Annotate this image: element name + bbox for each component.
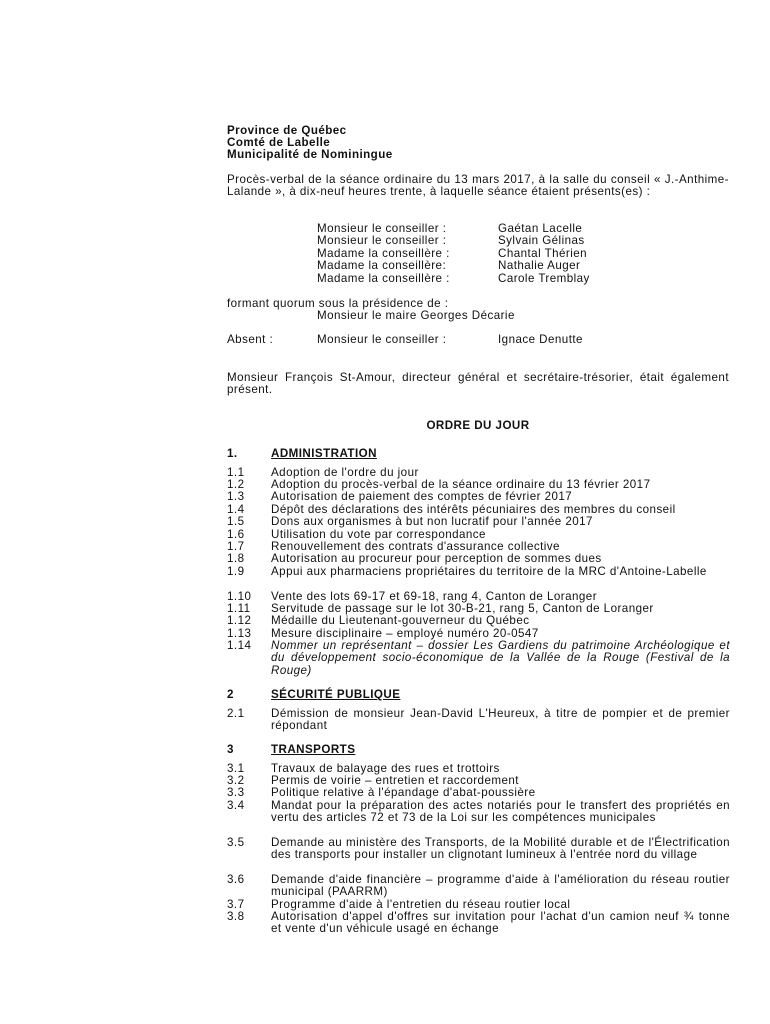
item-number: 1.12 <box>227 614 252 627</box>
agenda-item: Programme d'aide à l'entretien du réseau routier local <box>271 898 571 911</box>
agenda-item: Dons aux organismes à but non lucratif pour l'année 2017 <box>271 515 593 528</box>
item-number: 1.14 <box>227 639 252 652</box>
item-number: 1.3 <box>227 490 245 503</box>
item-number: 2.1 <box>227 707 245 720</box>
attendee-name: Nathalie Auger <box>498 259 581 272</box>
agenda-item: Politique relative à l'épandage d'abat-poussière <box>271 786 536 799</box>
item-number: 3.1 <box>227 762 245 775</box>
attendee-role: Monsieur le conseiller : <box>317 222 447 235</box>
agenda-title: ORDRE DU JOUR <box>426 419 530 432</box>
item-number: 3.7 <box>227 898 245 911</box>
agenda-item: Dépôt des déclarations des intérêts pécuniaires des membres du conseil <box>271 503 676 516</box>
agenda-item: Vente des lots 69-17 et 69-18, rang 4, Canton de Loranger <box>271 590 598 603</box>
item-number: 1.7 <box>227 540 245 553</box>
agenda-item: Adoption du procès-verbal de la séance ordinaire du 13 février 2017 <box>271 478 651 491</box>
item-number: 3.8 <box>227 910 245 923</box>
item-number: 1.10 <box>227 590 252 603</box>
agenda-item: Demande au ministère des Transports, de la Mobilité durable et de l'Électrification des transports pour installer un clignotant lumineux à l'entrée nord du village <box>271 836 730 862</box>
item-number: 3.6 <box>227 873 245 886</box>
agenda-item: Renouvellement des contrats d'assurance collective <box>271 540 560 553</box>
item-number: 3.4 <box>227 799 245 812</box>
absent-label: Absent : <box>227 333 274 346</box>
item-number: 1.6 <box>227 528 245 541</box>
section-number: 3 <box>227 743 234 756</box>
item-number: 3.2 <box>227 774 245 787</box>
item-number: 3.5 <box>227 836 245 849</box>
section-number: 2 <box>227 688 234 701</box>
quorum-text: formant quorum sous la présidence de : <box>227 297 449 310</box>
absent-role: Monsieur le conseiller : <box>317 333 447 346</box>
section-title-transports: TRANSPORTS <box>271 743 356 756</box>
agenda-item: Demande d'aide financière – programme d'aide à l'amélioration du réseau routier municipal (PAARRM) <box>271 873 730 899</box>
attendee-role: Monsieur le conseiller : <box>317 234 447 247</box>
agenda-item: Autorisation de paiement des comptes de février 2017 <box>271 490 573 503</box>
attendee-name: Carole Tremblay <box>498 272 590 285</box>
agenda-item: Servitude de passage sur le lot 30-B-21, rang 5, Canton de Loranger <box>271 602 654 615</box>
header-comte: Comté de Labelle <box>227 136 331 149</box>
agenda-item: Médaille du Lieutenant-gouverneur du Québec <box>271 614 530 627</box>
dg-paragraph: Monsieur François St-Amour, directeur général et secrétaire-trésorier, était également présent. <box>227 371 729 397</box>
attendee-row <box>0 273 770 286</box>
header-province: Province de Québec <box>227 124 347 137</box>
item-number: 1.5 <box>227 515 245 528</box>
agenda-item: Travaux de balayage des rues et trottoirs <box>271 762 500 775</box>
quorum-president: Monsieur le maire Georges Décarie <box>317 309 515 322</box>
item-number: 1.13 <box>227 627 252 640</box>
agenda-item: Appui aux pharmaciens propriétaires du territoire de la MRC d'Antoine-Labelle <box>271 565 707 578</box>
intro-paragraph: Procès-verbal de la séance ordinaire du 13 mars 2017, à la salle du conseil « J.-Anthime-Lalande », à dix-neuf heures trente, à laquelle séance étaient présents(es) : <box>227 173 729 199</box>
attendee-name: Sylvain Gélinas <box>498 234 585 247</box>
item-number: 1.8 <box>227 552 245 565</box>
section-title-securite-publique: SÉCURITÉ PUBLIQUE <box>271 688 401 701</box>
item-number: 1.9 <box>227 565 245 578</box>
section-number: 1. <box>227 447 238 460</box>
item-number: 1.1 <box>227 466 245 479</box>
attendee-name: Gaétan Lacelle <box>498 222 583 235</box>
item-number: 1.11 <box>227 602 251 615</box>
section-title-administration: ADMINISTRATION <box>271 447 377 460</box>
attendee-role: Madame la conseillère : <box>317 272 450 285</box>
attendee-role: Madame la conseillère: <box>317 259 447 272</box>
item-number: 1.4 <box>227 503 245 516</box>
agenda-item: Mesure disciplinaire – employé numéro 20-0547 <box>271 627 539 640</box>
agenda-item: Mandat pour la préparation des actes notariés pour le transfert des propriétés en vertu des articles 72 et 73 de la Loi sur les compétences municipales <box>271 799 730 825</box>
agenda-item: Nommer un représentant – dossier Les Gardiens du patrimoine Archéologique et du développement socio-économique de la Vallée de la Rouge (Festival de la Rouge) <box>271 639 730 677</box>
attendee-name: Chantal Thérien <box>498 247 588 260</box>
header-municipalite: Municipalité de Nominingue <box>227 148 393 161</box>
agenda-item: Utilisation du vote par correspondance <box>271 528 486 541</box>
attendee-role: Madame la conseillère : <box>317 247 450 260</box>
agenda-item: Autorisation d'appel d'offres sur invitation pour l'achat d'un camion neuf ¾ tonne et vente d'un véhicule usagé en échange <box>271 910 730 936</box>
agenda-item: Autorisation au procureur pour perception de sommes dues <box>271 552 602 565</box>
item-number: 1.2 <box>227 478 245 491</box>
agenda-item: Adoption de l'ordre du jour <box>271 466 419 479</box>
absent-name: Ignace Denutte <box>498 333 583 346</box>
agenda-item: Démission de monsieur Jean-David L'Heureux, à titre de pompier et de premier répondant <box>271 707 730 733</box>
agenda-item: Permis de voirie – entretien et raccordement <box>271 774 519 787</box>
item-number: 3.3 <box>227 786 245 799</box>
